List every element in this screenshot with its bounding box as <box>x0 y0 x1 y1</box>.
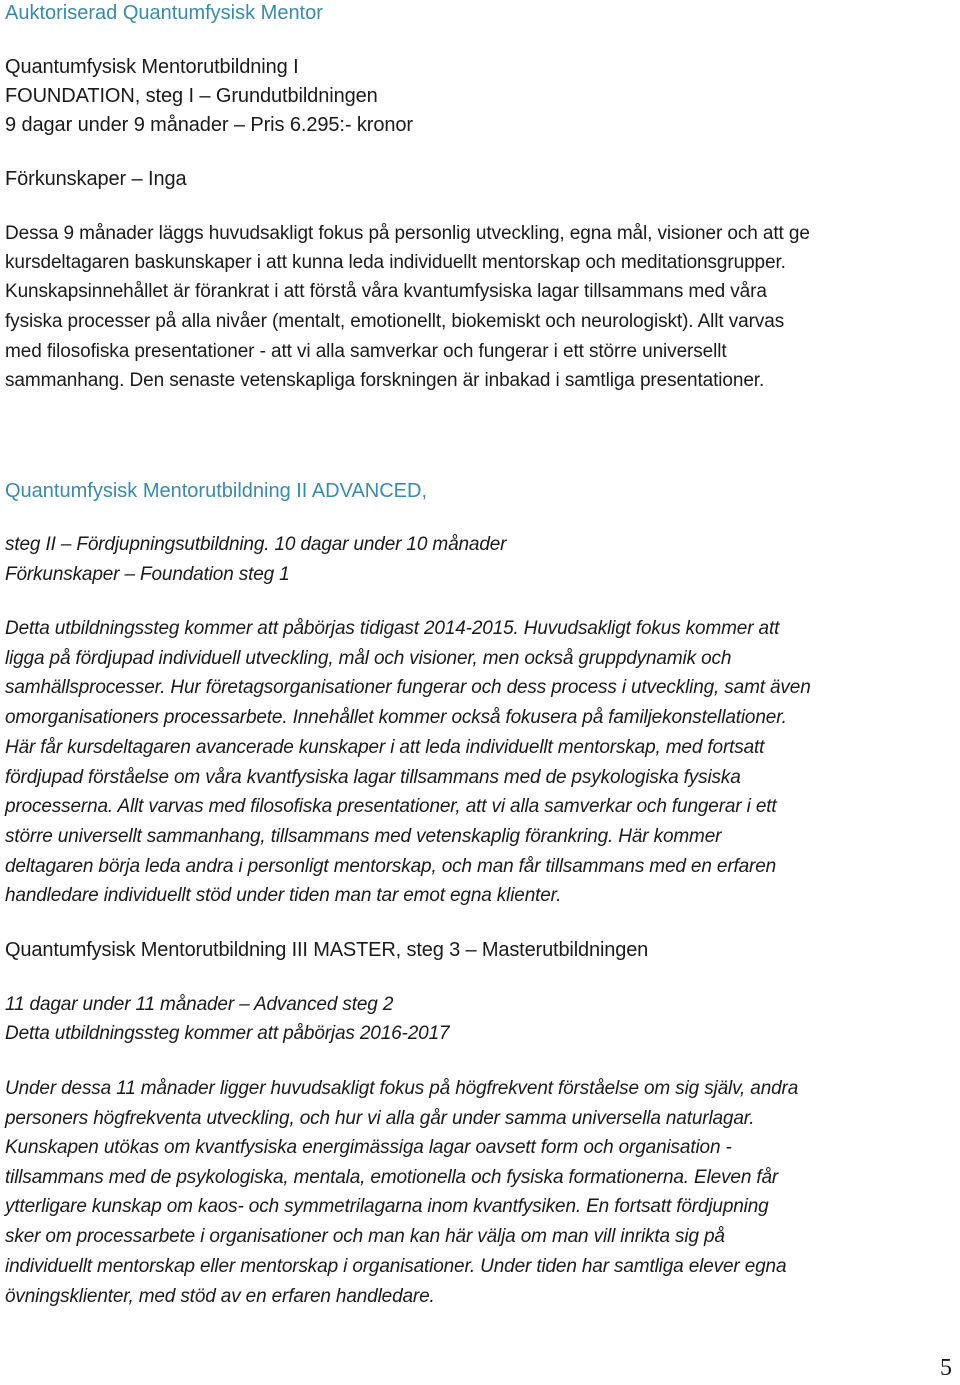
section-3-intro-line-2: Detta utbildningssteg kommer att påbörjas 2016-2017 <box>5 1023 450 1044</box>
section-2-intro-line-1: steg II – Fördjupningsutbildning. 10 dagar under 10 månader <box>5 534 507 555</box>
section-3-body-line-5: ytterligare kunskap om kaos- och symmetrilagarna inom kvantfysiken. En fortsatt fördjupning <box>5 1196 769 1217</box>
section-1-heading: Auktoriserad Quantumfysisk Mentor <box>5 2 323 24</box>
section-3-body-line-6: sker om processarbete i organisationer och man kan här välja om man vill inrikta sig på <box>5 1226 725 1247</box>
section-3-heading: Quantumfysisk Mentorutbildning III MASTER, steg 3 – Masterutbildningen <box>5 939 649 961</box>
section-2-body-line-2: ligga på fördjupad individuell utveckling, mål och visioner, men också gruppdynamik och <box>5 648 732 669</box>
section-2-body-line-4: omorganisationers processarbete. Innehållet kommer också fokusera på familjekonstellationer. <box>5 707 787 728</box>
section-1-body-line-6: sammanhang. Den senaste vetenskapliga forskningen är inbakad i samtliga presentationer. <box>5 370 765 391</box>
section-3-body-line-7: individuellt mentorskap eller mentorskap i organisationer. Under tiden har samtliga elever egna <box>5 1256 787 1277</box>
section-2-body-line-1: Detta utbildningssteg kommer att påbörjas tidigast 2014-2015. Huvudsakligt fokus kommer att <box>5 618 780 639</box>
section-2-body-line-7: processerna. Allt varvas med filosofiska presentationer, att vi alla samverkar och fungerar i ett <box>5 796 777 817</box>
section-3-body-line-1: Under dessa 11 månader ligger huvudsakligt fokus på högfrekvent förståelse om sig själv, andra <box>5 1078 799 1099</box>
section-2-body-line-10: handledare individuellt stöd under tiden man tar emot egna klienter. <box>5 885 562 906</box>
section-1-intro-line-1: Quantumfysisk Mentorutbildning I <box>5 56 299 78</box>
section-3-body-line-2: personers högfrekventa utveckling, och hur vi alla går under samma universella naturlagar. <box>5 1108 755 1129</box>
section-2-body-line-6: fördjupad förståelse om våra kvantfysiska lagar tillsammans med de psykologiska fysiska <box>5 767 741 788</box>
page-number: 5 <box>940 1355 952 1381</box>
section-2-body-line-8: större universellt sammanhang, tillsammans med vetenskaplig förankring. Här kommer <box>5 826 722 847</box>
section-2-intro-line-2: Förkunskaper – Foundation steg 1 <box>5 564 290 585</box>
section-2-heading: Quantumfysisk Mentorutbildning II ADVANCED, <box>5 480 428 502</box>
section-1-body-line-3: Kunskapsinnehållet är förankrat i att förstå våra kvantumfysiska lagar tillsammans med våra <box>5 281 767 302</box>
section-2-body-line-5: Här får kursdeltagaren avancerade kunskaper i att leda individuellt mentorskap, med fortsatt <box>5 737 765 758</box>
section-3-body-line-4: tillsammans med de psykologiska, mentala, emotionella och fysiska formationerna. Eleven får <box>5 1167 779 1188</box>
section-1-intro-line-2: FOUNDATION, steg I – Grundutbildningen <box>5 85 378 107</box>
section-3-intro-line-1: 11 dagar under 11 månader – Advanced steg 2 <box>5 994 394 1015</box>
section-3-body-line-8: övningsklienter, med stöd av en erfaren handledare. <box>5 1286 435 1307</box>
section-1-body-line-2: kursdeltagaren baskunskaper i att kunna leda individuellt mentorskap och meditationsgrupper. <box>5 252 786 273</box>
section-1-body-line-5: med filosofiska presentationer - att vi alla samverkar och fungerar i ett större universellt <box>5 341 727 362</box>
section-3-body-line-3: Kunskapen utökas om kvantfysiska energimässiga lagar oavsett form och organisation - <box>5 1137 732 1158</box>
section-2-body-line-3: samhällsprocesser. Hur företagsorganisationer fungerar och dess process i utveckling, samt även <box>5 677 811 698</box>
section-1-body-line-4: fysiska processer på alla nivåer (mentalt, emotionellt, biokemiskt och neurologiskt). Allt varvas <box>5 311 785 332</box>
section-2-body-line-9: deltagaren börja leda andra i personligt mentorskap, och man får tillsammans med en erfaren <box>5 856 777 877</box>
section-1-intro-line-3: 9 dagar under 9 månader – Pris 6.295:- kronor <box>5 114 413 136</box>
section-1-body-line-1: Dessa 9 månader läggs huvudsakligt fokus på personlig utveckling, egna mål, visioner och att ge <box>5 223 810 244</box>
section-1-prereq: Förkunskaper – Inga <box>5 168 187 190</box>
